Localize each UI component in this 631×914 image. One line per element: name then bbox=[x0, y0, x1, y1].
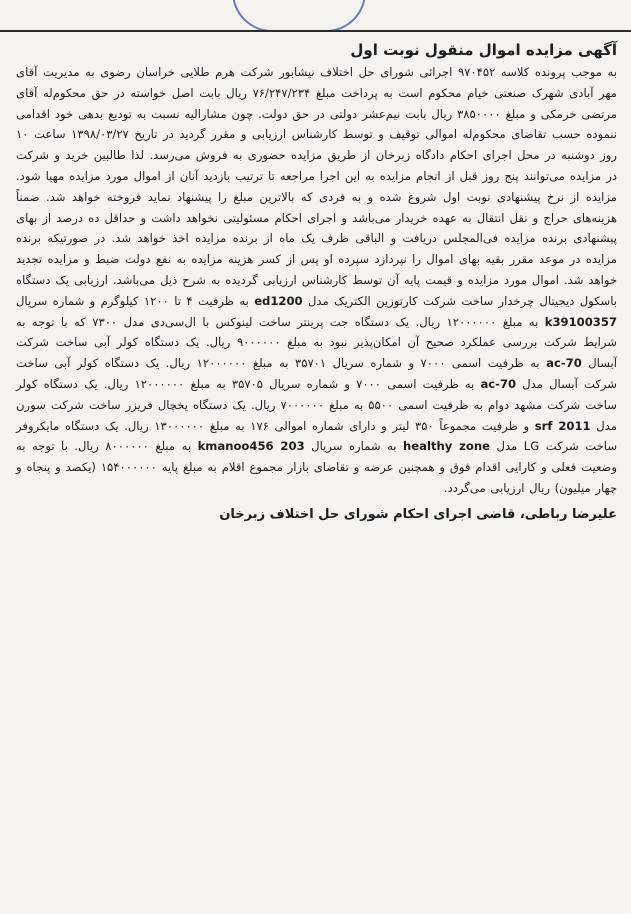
cooler-1-model: ac-70 bbox=[546, 356, 582, 371]
notice-title: آگهی مزایده اموال منقول نوبت اول bbox=[350, 41, 617, 59]
notice-body-part-6: و ظرفیت مجموعاً ۳۵۰ لیتر و دارای شماره اموالی ۱۷۶ به مبلغ ۱۳۰۰۰۰۰۰ ریال. یک دستگاه مایکروفر ساخت شرکت LG مدل bbox=[16, 418, 618, 454]
notice-body-part-5: به ظرفیت اسمی ۷۰۰۰ و شماره سریال ۳۵۷۰۵ به مبلغ ۱۲۰۰۰۰۰۰ ریال. یک دستگاه کولر ساخت شرکت مشهد دوام به ظرفیت اسمی ۵۵۰۰ به مبلغ ۷۰۰۰۰۰۰ ریال. یک دستگاه یخچال فریزر ساخت شرکت سورن مدل bbox=[16, 376, 618, 433]
scale-serial-number: k39100357 bbox=[544, 314, 618, 329]
microwave-model: healthy zone bbox=[403, 439, 491, 454]
notice-body-part-2: به ظرفیت ۴ تا ۱۲۰۰ کیلوگرم و شماره سریال bbox=[16, 293, 249, 308]
notice-signature: علیرضا رباطی، قاضی اجرای احکام شورای حل اختلاف زبرخان bbox=[219, 506, 617, 522]
notice-body-part-8: به مبلغ ۸۰۰۰۰۰۰ ریال. با توجه به وضعیت فعلی و کارایی اقدام فوق و همچنین عرضه و تقاضای بازار مجموع اقلام به مبلغ پایه ۱۵۴۰۰۰۰۰۰ (یکصد و پنجاه و چهار میلیون) ریال ارزیابی می‌گردد. bbox=[16, 439, 617, 495]
scale-model-number: ed1200 bbox=[254, 293, 303, 308]
microwave-serial-number: kmanoo456 203 bbox=[197, 439, 305, 454]
fridge-model: srf 2011 bbox=[534, 418, 591, 433]
notice-body-part-4: به ظرفیت اسمی ۷۰۰۰ و شماره سریال ۳۵۷۰۱ به مبلغ ۱۲۰۰۰۰۰۰ ریال. یک دستگاه کولر آبی ساخت شرکت آبسال مدل bbox=[16, 356, 618, 391]
notice-body-part-7: به شماره سریال bbox=[311, 439, 397, 454]
notice-body bbox=[16, 62, 617, 499]
cooler-2-model: ac-70 bbox=[480, 376, 517, 391]
auction-notice bbox=[16, 40, 617, 525]
top-divider-line bbox=[0, 30, 631, 32]
ink-stamp-mark bbox=[232, 0, 366, 32]
notice-body-part-1: به موجب پرونده کلاسه ۹۷۰۴۵۲ اجرائی شورای حل اختلاف نیشابور شرکت هرم طلایی خراسان رضوی به مدیریت آقای مهر آبادی شهرک صنعتی خیام محکوم است به پرداخت مبلغ ۷۶/۲۴۷/۲۳۴ ریال بابت اصل خواسته در حق محکوم‌له آقای مرتضی خرمکی و مبلغ ۳۸۵۰۰۰۰ ریال بابت نیم‌عشر دولتی در حق دولت. چون مشارالیه نسبت به تودیع بدهی خود اقدامی ننموده حسب تقاضای محکوم‌له اموالی توقیف و توسط کارشناس ارزیابی و مقرر گردید در تاریخ ۱۳۹۸/۰۳/۲۷ ساعت ۱۰ روز دوشنبه در محل اجرای احکام دادگاه زبرخان از طریق مزایده حضوری به فروش می‌رسد. لذا طالبین خرید و شرکت در مزایده می‌توانند پنج روز قبل از انجام مزایده به این اجرا مراجعه تا ترتیب بازدید آنان از اموال مورد مزایده مهیا شود. مزایده از نرخ پیشنهادی نوبت اول شروع شده و به فردی که بالاترین مبلغ را پیشنهاد نماید فروخته خواهد شد. ضمناً هزینه‌های حراج و نقل انتقال به عهده خریدار می‌باشد و اجرای احکام مسئولیتی نخواهد داشت و حداقل ده درصد از بهای پیشنهادی برنده مزایده فی‌المجلس دریافت و الباقی ظرف یک ماه از برنده مزایده اخذ خواهد شد. در صورتیکه برنده مزایده در موعد مقرر بقیه بهای اموال را نپردازد سپرده او پس از کسر هزینه مزایده به نفع دولت ضبط و مزایده تجدید خواهد شد. اموال مورد مزایده و قیمت پایه آن توسط کارشناس ارزیابی گردیده به شرح ذیل می‌باشد. ارزیابی یک دستگاه باسکول دیجیتال چرخدار ساخت شرکت کارتوزین الکتریک مدل bbox=[16, 65, 618, 308]
notice-body-part-3: به مبلغ ۱۲۰۰۰۰۰۰ ریال. یک دستگاه جت پرینتر ساخت لینوکس با ال‌سی‌دی مدل ۷۳۰۰ که با توجه به شرایط شرکت بررسی عملکرد صحیح آن امکان‌پذیر نبود به مبلغ ۹۰۰۰۰۰۰ ریال. یک دستگاه کولر آبی ساخت شرکت آبسال bbox=[16, 314, 617, 371]
